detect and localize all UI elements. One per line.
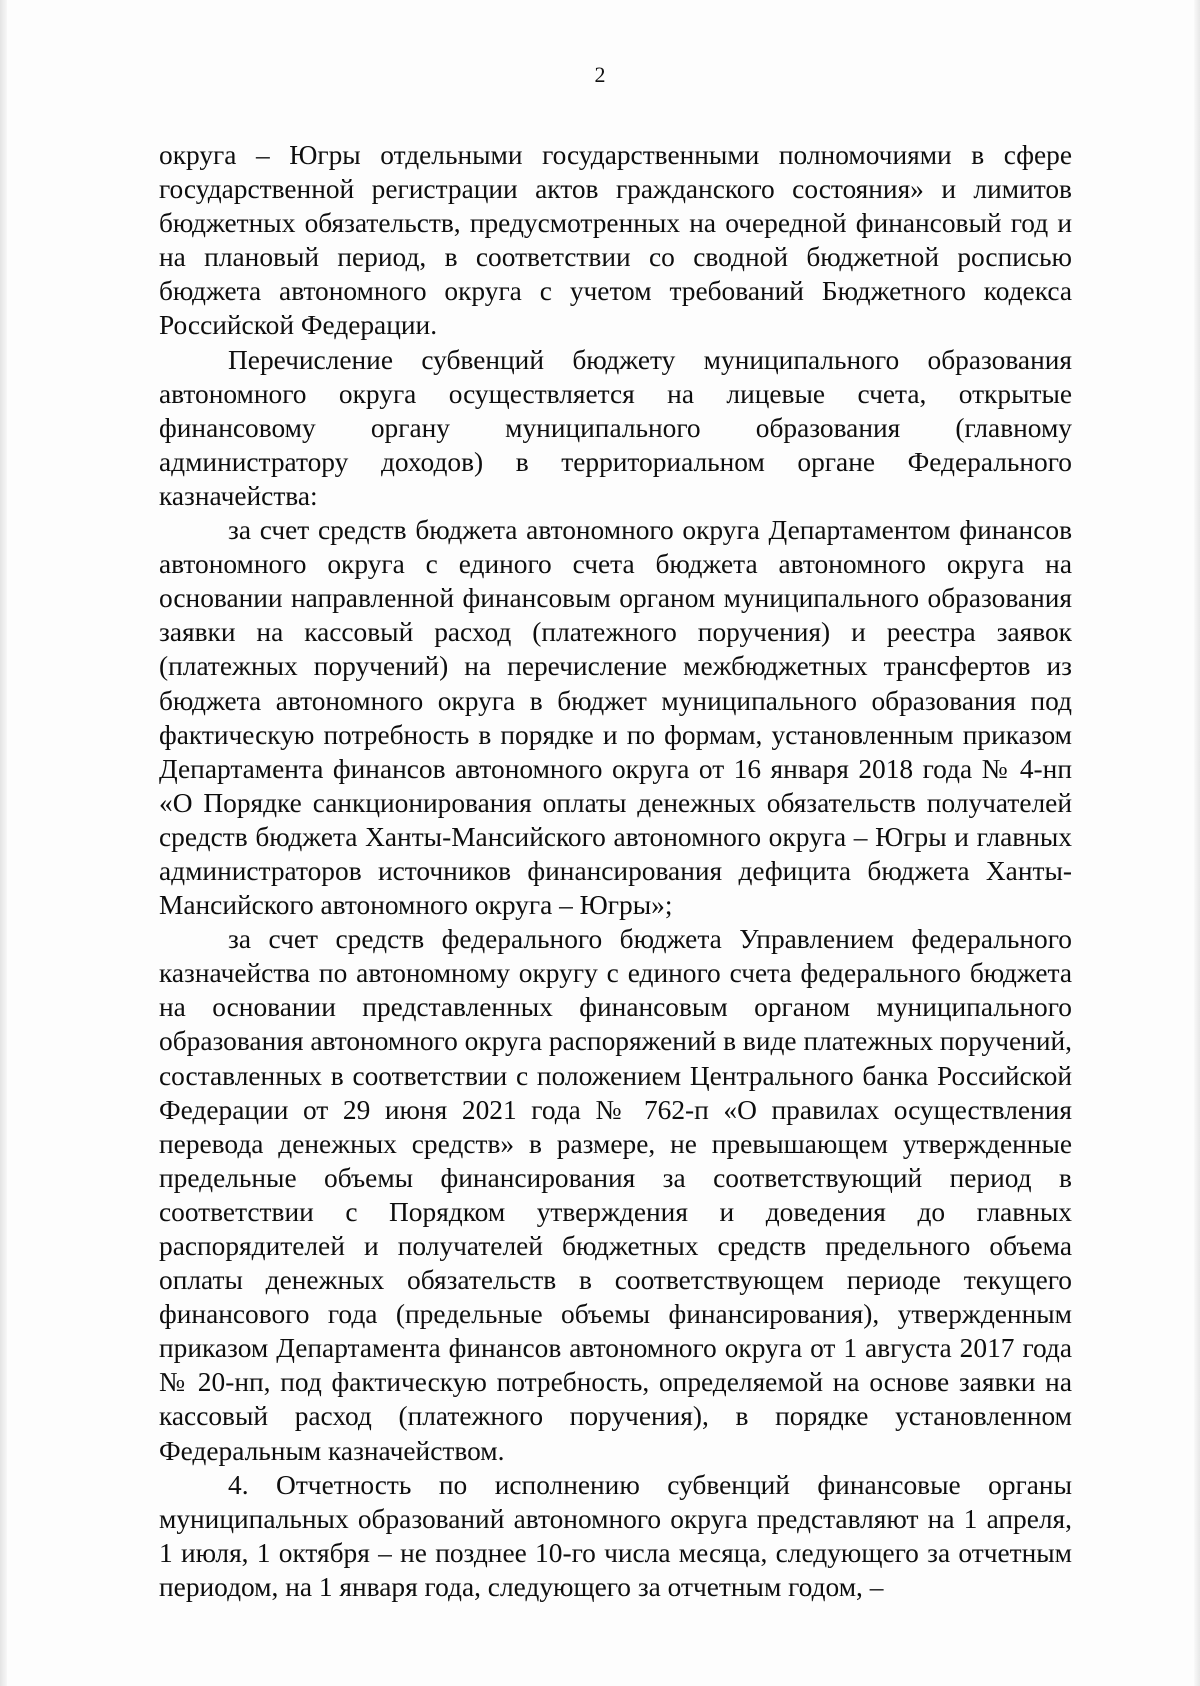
document-body — [159, 138, 1072, 1604]
paragraph-subvention-transfer: Перечисление субвенций бюджету муниципального образования автономного округа осуществляется на лицевые счета, открытые финансовому органу муниципального образования (главному администратору доходов) в территориальном органе Федерального казначейства: — [159, 344, 1072, 511]
paragraph-federal-budget: за счет средств федерального бюджета Управлением федерального казначейства по автономному округу с единого счета федерального бюджета на основании представленных финансовым органом муниципального образования автономного округа распоряжений в виде платежных поручений, составленных в соответствии с положением Центрального банка Российской Федерации от 29 июня 2021 года № 762-п «О правилах осуществления перевода денежных средств» в размере, не превышающем утвержденные предельные объемы финансирования за соответствующий период в соответствии с Порядком утверждения и доведения до главных распорядителей и получателей бюджетных средств предельного объема оплаты денежных обязательств в соответствующем периоде текущего финансового года (предельные объемы финансирования), утвержденным приказом Департамента финансов автономного округа от 1 августа 2017 года № 20-нп, под фактическую потребность, определяемой на основе заявки на кассовый расход (платежного поручения), в порядке установленном Федеральным казначейством. — [159, 924, 1073, 1466]
scan-left-edge — [0, 0, 7, 1686]
paragraph-item-4-reporting: 4. Отчетность по исполнению субвенций финансовые органы муниципальных образований автономного округа представляют на 1 апреля, 1 июля, 1 октября – не позднее 10-го числа месяца, следующего за отчетным периодом, на 1 января года, следующего за отчетным годом, – — [159, 1469, 1072, 1602]
scan-right-edge — [1194, 0, 1200, 1686]
paragraph-regional-budget: за счет средств бюджета автономного округа Департаментом финансов автономного округа с единого счета бюджета автономного округа на основании направленной финансовым органом муниципального образования заявки на кассовый расход (платежного поручения) и реестра заявок (платежных поручений) на перечисление межбюджетных трансфертов из бюджета автономного округа в бюджет муниципального образования под фактическую потребность в порядке и по формам, установленным приказом Департамента финансов автономного округа от 16 января 2018 года № 4-нп «О Порядке санкционирования оплаты денежных обязательств получателей средств бюджета Ханты-Мансийского автономного округа – Югры и главных администраторов источников финансирования дефицита бюджета Ханты-Мансийского автономного округа – Югры»; — [159, 515, 1072, 921]
paragraph-continuation: округа – Югры отдельными государственными полномочиями в сфере государственной регистрации актов гражданского состояния» и лимитов бюджетных обязательств, предусмотренных на очередной финансовый год и на плановый период, в соответствии со сводной бюджетной росписью бюджета автономного округа с учетом требований Бюджетного кодекса Российской Федерации. — [159, 140, 1072, 341]
page-number: 2 — [594, 62, 606, 87]
